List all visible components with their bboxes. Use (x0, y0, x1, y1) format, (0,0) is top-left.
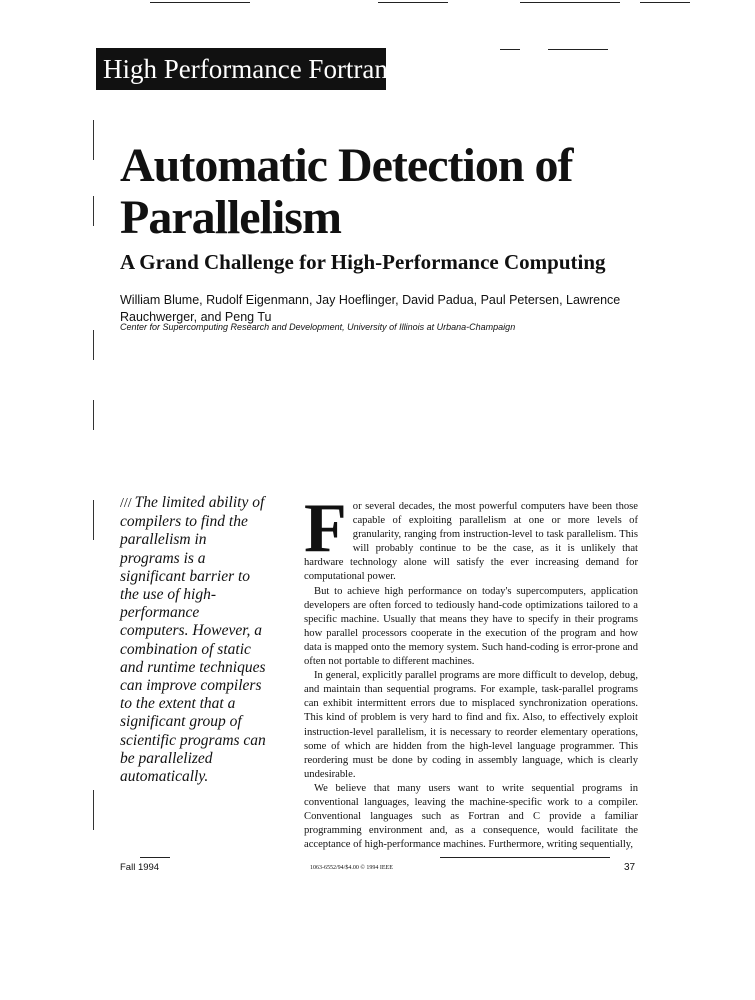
article-title: Automatic Detection of Parallelism (120, 139, 573, 244)
body-paragraph: But to achieve high performance on today's supercomputers, application developers are often forced to tediously hand-code optimizations tailored to a specific machine. Usually that means they have to specify in their programs how parallel processors cooperate in the execution of the program and how data is mapped onto the memory system. Such hand-coding is error-prone and often not portable to different machines. (304, 585, 638, 668)
footer-rule (440, 857, 610, 858)
scan-edge-line (150, 2, 250, 3)
footer-copyright: 1063-6552/94/$4.00 © 1994 IEEE (310, 865, 393, 871)
section-banner: High Performance Fortran (96, 48, 386, 90)
margin-tick (93, 330, 94, 360)
drop-cap: F (304, 490, 347, 567)
footer-rule (140, 857, 170, 858)
margin-tick (93, 400, 94, 430)
body-column (304, 490, 638, 852)
margin-tick (93, 790, 94, 830)
pull-quote-text: The limited ability of compilers to find the parallelism in programs is a significant barrier to the use of high-performance computers. However, a combination of static and runtime techniques can improve compilers to the extent that a significant group of scientific programs can be parallelized automatically. (120, 494, 266, 786)
page-number: 37 (624, 862, 636, 873)
article-subtitle: A Grand Challenge for High-Performance Computing (120, 250, 606, 274)
scan-edge-line (640, 2, 690, 3)
rule-line (500, 49, 520, 50)
scan-edge-line (378, 2, 448, 3)
pull-quote (120, 494, 268, 786)
margin-tick (93, 120, 94, 160)
body-paragraph: We believe that many users want to write sequential programs in conventional languages, leaving the machine-specific work to a compiler. Conventional languages such as Fortran and C provide a familiar programming environment and, as a consequence, would facilitate the acceptance of high-performance machines. Furthermore, writing sequentially, (304, 782, 638, 851)
body-paragraph: For several decades, the most powerful computers have been those capable of exploiting parallelism at one or more levels of granularity, ranging from instruction-level to task parallelism. This will probably continue to be the case, as it is unlikely that hardware technology alone will satisfy the ever increasing demand for computational power. (304, 490, 638, 583)
footer-issue: Fall 1994 (120, 862, 160, 873)
body-paragraph: In general, explicitly parallel programs are more difficult to develop, debug, and maintain than sequential programs. For example, task-parallel programs can exhibit intermittent errors due to misplaced synchronization operations. This kind of problem is very hard to find and fix. Also, to effectively exploit instruction-level parallelism, it is necessary to reorder elementary operations, some of which are hidden from the high-level language programmer. This reordering must be done by coding in assembly language, which is clearly undesirable. (304, 670, 638, 780)
margin-tick (93, 500, 94, 540)
rule-line (548, 49, 608, 50)
pull-quote-mark: /// (120, 496, 132, 511)
author-list: William Blume, Rudolf Eigenmann, Jay Hoeflinger, David Padua, Paul Petersen, Lawrence Rauchwerger, and Peng Tu (120, 293, 621, 324)
scan-edge-line (520, 2, 620, 3)
margin-tick (93, 196, 94, 226)
author-affiliation: Center for Supercomputing Research and Development, University of Illinois at Urbana-Champaign (120, 322, 516, 332)
